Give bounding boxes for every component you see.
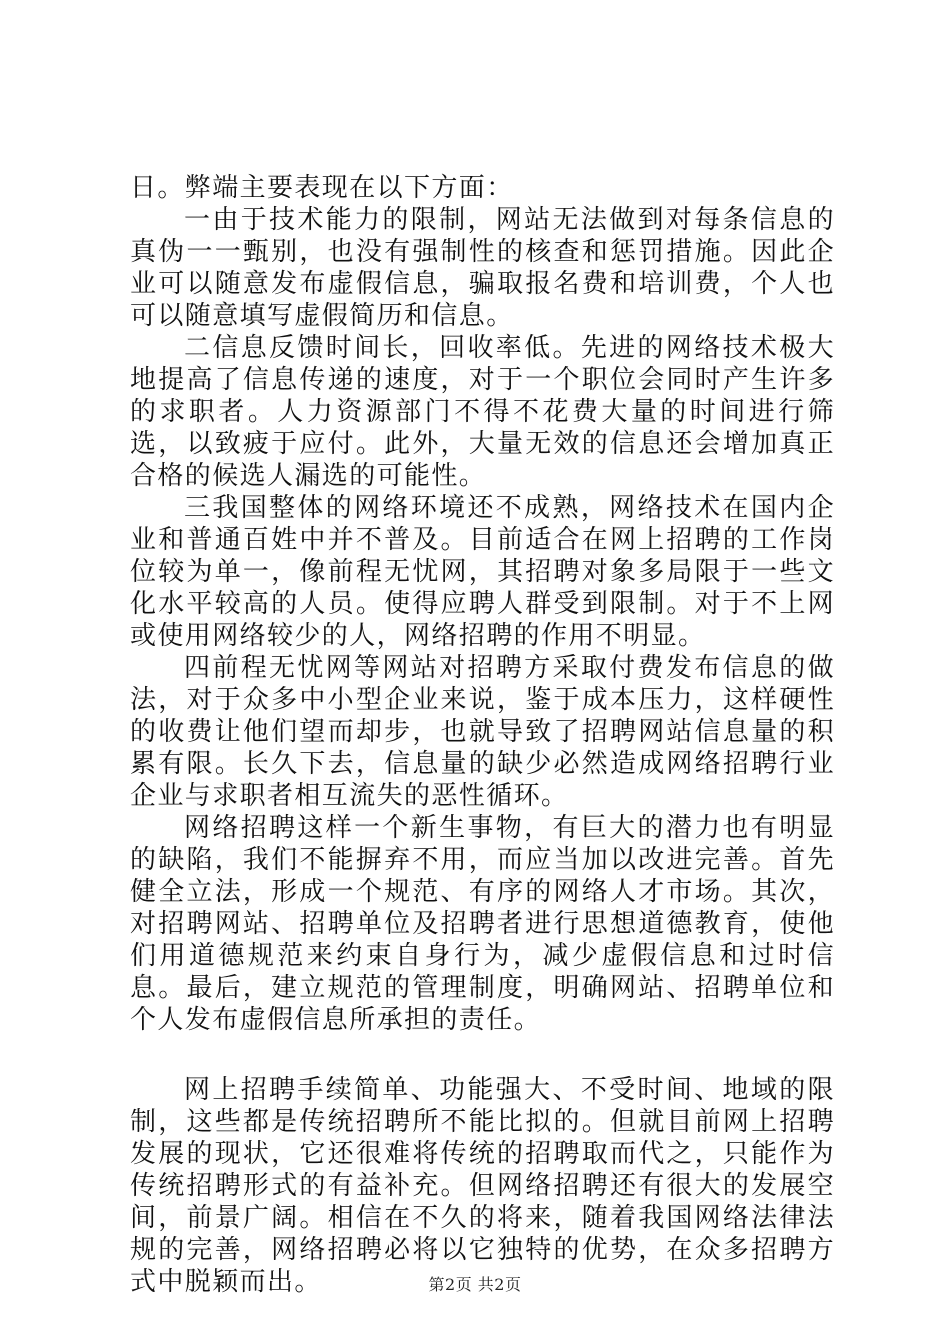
paragraph-drawback-4: 四前程无忧网等网站对招聘方采取付费发布信息的做法，对于众多中小型企业来说，鉴于成本压力，这样硬性的收费让他们望而却步，也就导致了招聘网站信息量的积累有限。长久下去，信息量的缺少必然造成网络招聘行业企业与求职者相互流失的恶性循环。 [130,653,835,811]
paragraph-improvements: 网络招聘这样一个新生事物，有巨大的潜力也有明显的缺陷，我们不能摒弃不用，而应当加以改进完善。首先健全立法，形成一个规范、有序的网络人才市场。其次，对招聘网站、招聘单位及招聘者进行思想道德教育，使他们用道德规范来约束自身行为，减少虚假信息和过时信息。最后，建立规范的管理制度，明确网站、招聘单位和个人发布虚假信息所承担的责任。 [130,813,835,1035]
paragraph-drawback-2: 二信息反馈时间长，回收率低。先进的网络技术极大地提高了信息传递的速度，对于一个职位会同时产生许多的求职者。人力资源部门不得不花费大量的时间进行筛选，以致疲于应付。此外，大量无效的信息还会增加真正合格的候选人漏选的可能性。 [130,333,835,491]
document-body [130,172,835,1298]
paragraph-conclusion: 网上招聘手续简单、功能强大、不受时间、地域的限制，这些都是传统招聘所不能比拟的。但就目前网上招聘发展的现状，它还很难将传统的招聘取而代之，只能作为传统招聘形式的有益补充。但网络招聘还有很大的发展空间，前景广阔。相信在不久的将来，随着我国网络法律法规的完善，网络招聘必将以它独特的优势，在众多招聘方式中脱颖而出。 [130,1075,835,1297]
page-footer: 第2页 共2页 [428,1275,522,1294]
paragraph-continuation: 日。弊端主要表现在以下方面： [130,173,514,203]
paragraph-drawback-3: 三我国整体的网络环境还不成熟，网络技术在国内企业和普通百姓中并不普及。目前适合在网上招聘的工作岗位较为单一，像前程无忧网，其招聘对象多局限于一些文化水平较高的人员。使得应聘人群受到限制。对于不上网或使用网络较少的人，网络招聘的作用不明显。 [130,493,835,651]
paragraph-drawback-1: 一由于技术能力的限制，网站无法做到对每条信息的真伪一一甄别，也没有强制性的核查和惩罚措施。因此企业可以随意发布虚假信息，骗取报名费和培训费，个人也可以随意填写虚假简历和信息。 [130,205,835,331]
